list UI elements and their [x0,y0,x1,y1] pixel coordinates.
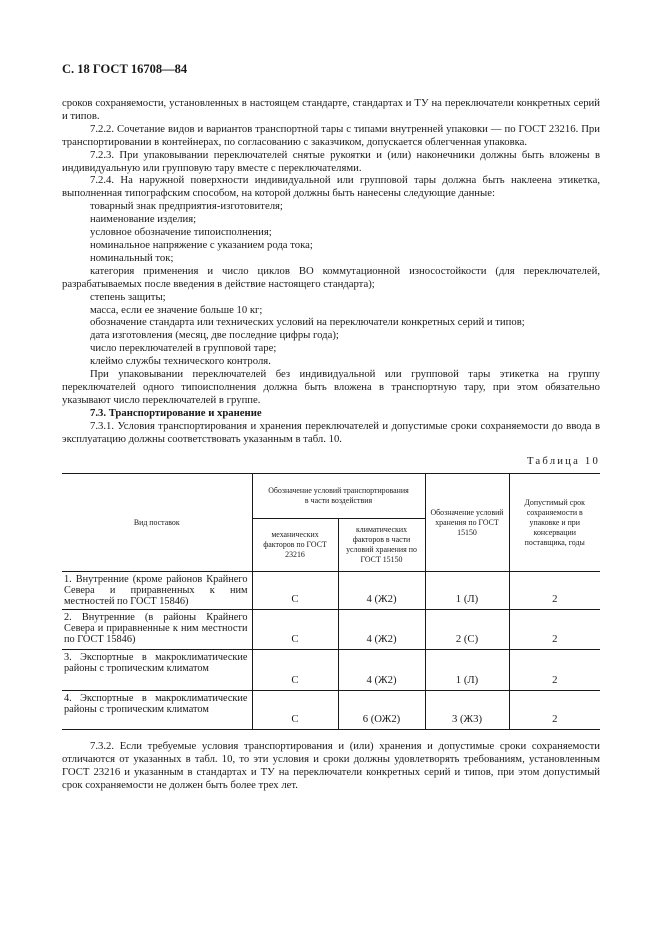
section-title: 7.3. Транспортирование и хранение [90,406,262,419]
list-item: категория применения и число циклов ВО коммутационной износостойкости (для переключателей, разрабатываемых после введения в действие настоящего стандарта); [62,264,600,290]
conditions-table [62,473,600,730]
table-caption: Таблица 10 [526,455,600,468]
list-item: масса, если ее значение больше 10 кг; [90,303,263,316]
table-row [62,610,600,650]
paragraph-7-3-1: 7.3.1. Условия транспортирования и хранения переключателей и допустимые сроки сохраняемости до ввода в эксплуатацию должны соответствовать указанным в табл. 10. [62,419,600,445]
cell-kind: 1. Внутренние (кроме районов Крайнего Севера и приравненных к ним местностей по ГОСТ 15846) [62,572,252,610]
header-term: Допустимый срок сохраняемости в упаковке и при консервации поставщика, годы [509,474,600,572]
list-item: товарный знак предприятия-изготовителя; [90,200,283,213]
header-transport-group: Обозначение условий транспортирования в части воздействия [252,474,425,519]
cell-mech: С [252,572,338,610]
paragraph-continuation: сроков сохраняемости, установленных в настоящем стандарте, стандартах и ТУ на переключатели конкретных серий и типов. [62,97,600,122]
header-kind: Вид поставок [62,474,252,572]
page-header: С. 18 ГОСТ 16708—84 [62,62,188,76]
list-item: число переключателей в групповой таре; [90,342,277,355]
paragraph-7-3-2: 7.3.2. Если требуемые условия транспортирования и (или) хранения и допустимые сроки сохраняемости отличаются от указанных в табл. 10, то эти условия и сроки должны удовлетворять требованиям, установленным ГОСТ 23216 и указанным в стандартах и ТУ на переключатели конкретных серий и типов, при этом допустимый срок сохраняемости не должен быть более трех лет. [62,740,600,792]
list-item: степень защиты; [90,290,166,303]
header-storage: Обозначение условий хранения по ГОСТ 15150 [425,474,509,572]
cell-kind: 2. Внутренние (в районы Крайнего Севера и приравненные к ним местности по ГОСТ 15846) [62,610,252,650]
cell-storage: 3 (Ж3) [425,691,509,730]
cell-term: 2 [509,691,600,730]
cell-storage: 1 (Л) [425,572,509,610]
cell-mech: С [252,650,338,691]
paragraph-7-2-4: 7.2.4. На наружной поверхности индивидуальной или групповой тары должна быть наклеена этикетка, выполненная типографским способом, на которой должны быть нанесены следующие данные: [62,174,600,200]
list-item: обозначение стандарта или технических условий на переключатели конкретных серий и типов; [90,316,525,329]
list-item: номинальное напряжение с указанием рода тока; [90,238,313,251]
cell-storage: 1 (Л) [425,650,509,691]
cell-term: 2 [509,572,600,610]
cell-term: 2 [509,610,600,650]
list-item: условное обозначение типоисполнения; [90,226,272,239]
cell-mech: С [252,691,338,730]
list-item: дата изготовления (месяц, две последние цифры года); [90,329,339,342]
list-item: номинальный ток; [90,251,174,264]
label-data-list [62,200,600,368]
cell-kind: 3. Экспортные в макроклиматические районы с тропическим климатом [62,650,252,691]
table-row [62,572,600,610]
cell-storage: 2 (С) [425,610,509,650]
paragraph-7-2-2: 7.2.2. Сочетание видов и вариантов транспортной тары с типами внутренней упаковки — по ГОСТ 23216. При транспортировании в контейнерах, по согласованию с заказчиком, допускается облегченная упаковка. [62,122,600,148]
cell-mech: С [252,610,338,650]
cell-clim: 4 (Ж2) [338,610,425,650]
cell-clim: 6 (ОЖ2) [338,691,425,730]
header-mechanical: механических факторов по ГОСТ 23216 [252,519,338,572]
document-page [62,62,600,792]
table-row [62,691,600,730]
header-climatic: климатических факторов в части условий хранения по ГОСТ 15150 [338,519,425,572]
cell-kind: 4. Экспортные в макроклиматические районы с тропическим климатом [62,691,252,730]
paragraph-grouping: При упаковывании переключателей без индивидуальной или групповой тары этикетка на группу переключателей одного типоисполнения должна быть вложена в транспортную тару, при этом обязательно указывают число переключателей в группе. [62,368,600,406]
cell-clim: 4 (Ж2) [338,650,425,691]
list-item: клеймо службы технического контроля. [90,355,271,368]
cell-clim: 4 (Ж2) [338,572,425,610]
table-row [62,650,600,691]
list-item: наименование изделия; [90,213,197,226]
cell-term: 2 [509,650,600,691]
paragraph-7-2-3: 7.2.3. При упаковывании переключателей снятые рукоятки и (или) наконечники должны быть вложены в индивидуальную или групповую тару вместе с переключателями. [62,148,600,174]
